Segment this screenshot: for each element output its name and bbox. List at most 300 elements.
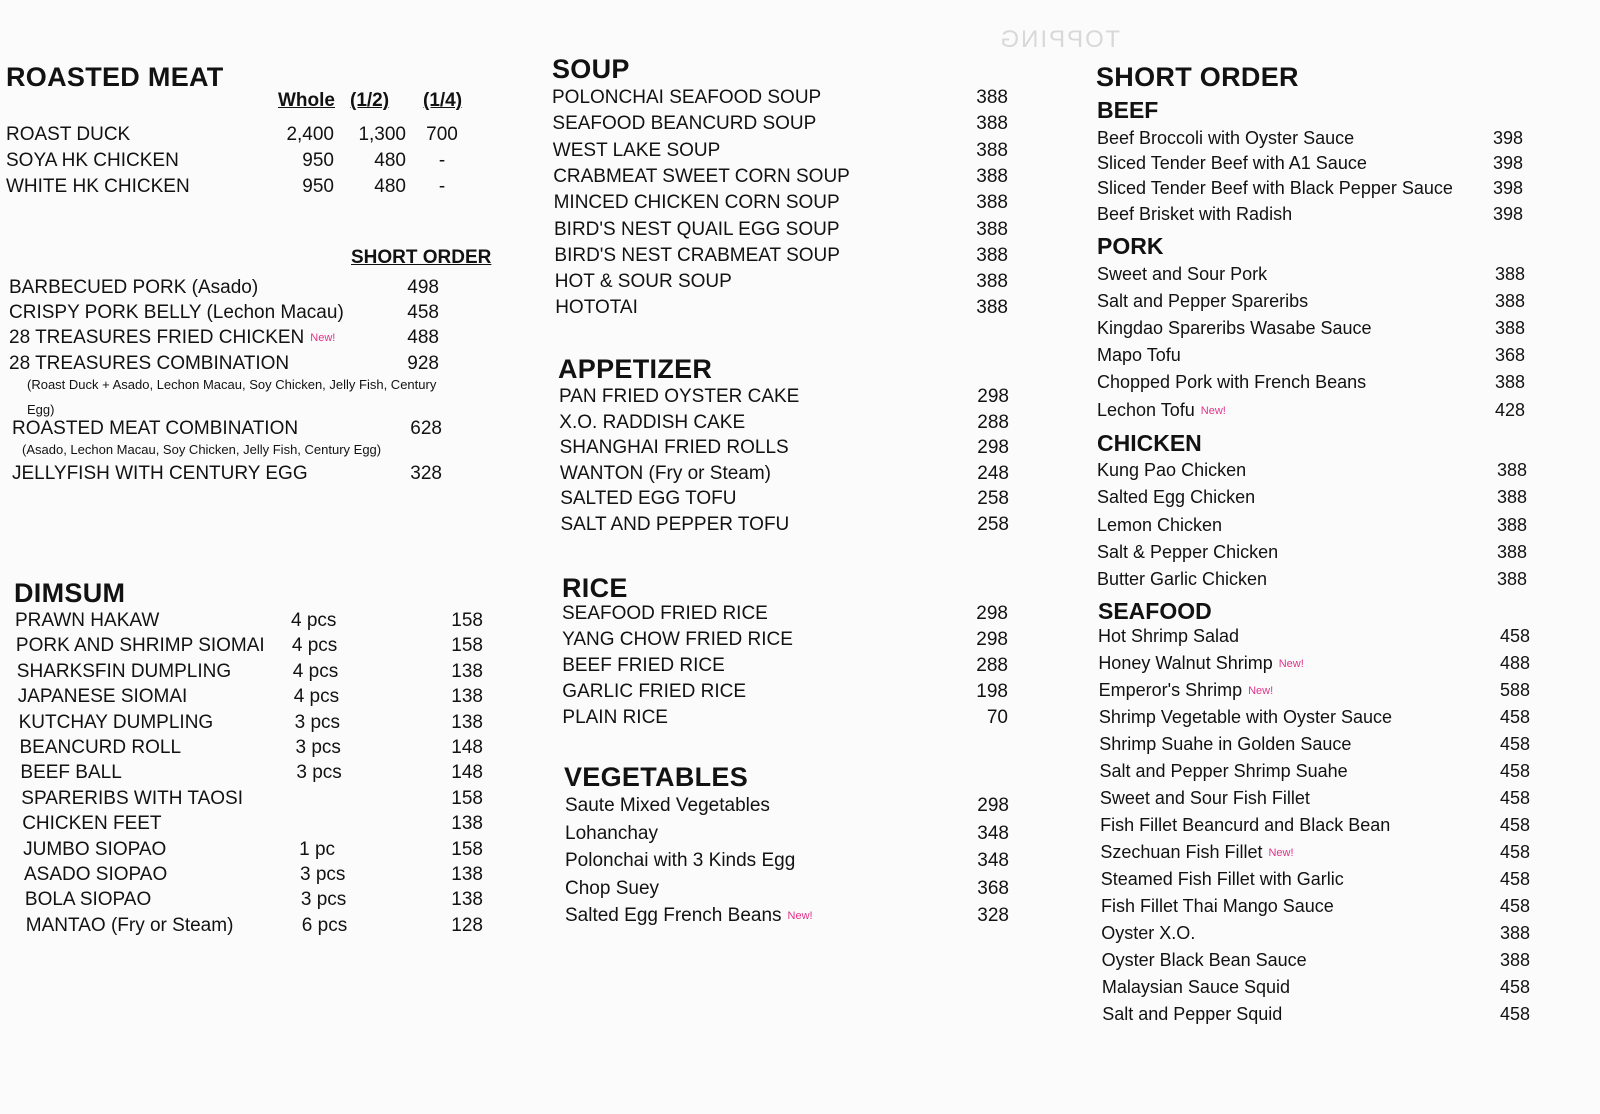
roasted-meat-row bbox=[6, 150, 486, 174]
item-name bbox=[1102, 1004, 1282, 1025]
item-name bbox=[12, 463, 308, 485]
item-price: 328 bbox=[977, 905, 1009, 926]
item-name bbox=[1097, 487, 1255, 508]
new-badge: New! bbox=[310, 331, 336, 344]
item-name-text: X.O. RADDISH CAKE bbox=[559, 411, 746, 433]
item-name-text: Salted Egg Chicken bbox=[1097, 487, 1256, 508]
item-name bbox=[554, 192, 840, 214]
item-price: 458 bbox=[1499, 1004, 1530, 1024]
vegetables-title: VEGETABLES bbox=[564, 762, 749, 792]
item-pieces: 4 pcs bbox=[293, 686, 340, 708]
item-price: 398 bbox=[1492, 128, 1523, 148]
item-name bbox=[1097, 318, 1372, 339]
price-whole: 2,400 bbox=[286, 124, 334, 145]
vegetable-row bbox=[565, 850, 1025, 874]
vegetable-row bbox=[565, 878, 1025, 902]
item-name bbox=[16, 635, 265, 657]
item-price: 398 bbox=[1492, 203, 1523, 224]
item-name bbox=[1100, 761, 1348, 782]
item-price: 928 bbox=[407, 353, 439, 374]
item-name-text: Salt and Pepper Shrimp Suahe bbox=[1099, 761, 1348, 781]
item-name-text: Oyster Black Bean Sauce bbox=[1101, 950, 1307, 970]
new-badge: New! bbox=[1248, 685, 1274, 698]
item-name-text: 28 TREASURES COMBINATION bbox=[9, 353, 290, 374]
item-price: 588 bbox=[1499, 680, 1530, 700]
header-quarter: (1/4) bbox=[423, 90, 463, 111]
item-name bbox=[9, 302, 344, 324]
item-name bbox=[559, 386, 799, 408]
item-price: 398 bbox=[1492, 153, 1523, 174]
item-name bbox=[1097, 178, 1453, 199]
item-name-text: Shrimp Suahe in Golden Sauce bbox=[1099, 734, 1352, 754]
seafood-row bbox=[1102, 977, 1542, 1001]
chicken-row bbox=[1097, 460, 1537, 484]
item-name: SOYA HK CHICKEN bbox=[6, 150, 179, 171]
item-price: 388 bbox=[1496, 487, 1527, 508]
rice-title: RICE bbox=[562, 573, 628, 603]
item-name bbox=[1097, 372, 1366, 393]
item-price: 258 bbox=[977, 488, 1009, 510]
item-name-text: Lohanchay bbox=[565, 822, 658, 844]
item-name-text: 28 TREASURES FRIED CHICKEN bbox=[9, 327, 305, 348]
item-price: 348 bbox=[977, 822, 1009, 844]
seafood-row bbox=[1102, 1004, 1542, 1028]
item-name-text: BEEF BALL bbox=[20, 762, 122, 784]
rice-row bbox=[562, 603, 1022, 627]
item-price: 458 bbox=[1499, 707, 1530, 727]
item-price: 388 bbox=[976, 139, 1008, 161]
item-name bbox=[1097, 515, 1222, 536]
item-name: WHITE HK CHICKEN bbox=[6, 176, 190, 197]
item-name bbox=[553, 166, 850, 188]
item-name-text: GARLIC FRIED RICE bbox=[562, 680, 746, 702]
item-name-text: Steamed Fish Fillet with Garlic bbox=[1100, 869, 1344, 889]
item-name bbox=[1102, 977, 1290, 998]
item-name-text: WEST LAKE SOUP bbox=[552, 139, 721, 161]
item-name bbox=[1100, 788, 1310, 809]
item-name bbox=[560, 437, 789, 459]
combo-note-2: (Asado, Lechon Macau, Soy Chicken, Jelly Fish, Century Egg) bbox=[22, 442, 382, 457]
item-price: 628 bbox=[410, 418, 442, 439]
item-name bbox=[25, 889, 151, 911]
item-name bbox=[12, 418, 298, 440]
item-price: 458 bbox=[1499, 788, 1530, 808]
item-name bbox=[555, 297, 638, 319]
item-name-text: JAPANESE SIOMAI bbox=[17, 686, 188, 708]
item-price: 388 bbox=[1496, 514, 1527, 535]
soup-row bbox=[552, 87, 1012, 111]
item-name bbox=[554, 245, 840, 267]
seafood-row bbox=[1101, 869, 1541, 893]
item-name-text: Shrimp Vegetable with Oyster Sauce bbox=[1098, 707, 1393, 727]
dimsum-row bbox=[20, 737, 490, 761]
item-pieces: 6 pcs bbox=[301, 914, 348, 936]
short-order-row bbox=[9, 327, 479, 351]
dimsum-row bbox=[26, 915, 496, 939]
item-name bbox=[565, 905, 813, 927]
item-price: 388 bbox=[976, 165, 1008, 187]
item-name-text: HOT & SOUR SOUP bbox=[554, 271, 732, 293]
seafood-row bbox=[1100, 761, 1540, 785]
seafood-row bbox=[1100, 842, 1540, 866]
item-name-text: SALT AND PEPPER TOFU bbox=[560, 514, 790, 535]
new-badge: New! bbox=[1268, 847, 1294, 860]
dimsum-row bbox=[24, 864, 494, 888]
item-name bbox=[9, 277, 258, 299]
item-name bbox=[20, 762, 121, 784]
item-name bbox=[1098, 653, 1303, 674]
appetizer-row bbox=[561, 514, 1021, 538]
chicken-row bbox=[1097, 515, 1537, 539]
item-pieces: 3 pcs bbox=[296, 762, 342, 784]
price-quarter: - bbox=[438, 176, 446, 197]
beef-row bbox=[1097, 128, 1537, 152]
soup-row bbox=[555, 271, 1015, 295]
item-name bbox=[554, 219, 840, 241]
item-name bbox=[562, 603, 768, 625]
item-name bbox=[1097, 542, 1278, 563]
item-name bbox=[560, 488, 736, 510]
item-price: 458 bbox=[1499, 869, 1530, 889]
item-price: 458 bbox=[1499, 815, 1530, 835]
appetizer-title: APPETIZER bbox=[558, 354, 713, 384]
item-price: 388 bbox=[1494, 264, 1525, 284]
item-name-text: Oyster X.O. bbox=[1101, 923, 1196, 943]
item-name bbox=[1101, 869, 1344, 890]
dimsum-row bbox=[22, 813, 492, 837]
item-pieces: 3 pcs bbox=[300, 889, 347, 911]
price-half: 480 bbox=[374, 176, 406, 197]
item-price: 388 bbox=[976, 297, 1008, 319]
item-price: 458 bbox=[1499, 977, 1530, 997]
item-name bbox=[1097, 153, 1367, 174]
vegetable-row bbox=[565, 795, 1025, 819]
item-name-text: PRAWN HAKAW bbox=[15, 610, 160, 631]
item-name bbox=[1100, 815, 1390, 836]
item-price: 498 bbox=[407, 277, 439, 298]
item-name-text: BARBECUED PORK (Asado) bbox=[9, 277, 259, 298]
item-name bbox=[23, 839, 166, 861]
item-name bbox=[560, 463, 771, 485]
rice-row bbox=[562, 629, 1022, 653]
beef-row bbox=[1097, 204, 1537, 228]
item-name-text: Fish Fillet Beancurd and Black Bean bbox=[1100, 815, 1391, 835]
short-order-row bbox=[9, 277, 479, 301]
short-order-row bbox=[9, 353, 479, 377]
item-name-text: Lechon Tofu bbox=[1097, 399, 1195, 420]
item-name-text: CRABMEAT SWEET CORN SOUP bbox=[553, 165, 850, 187]
item-name bbox=[1100, 842, 1293, 863]
item-pieces: 4 pcs bbox=[292, 660, 339, 682]
item-name-text: Sweet and Sour Fish Fillet bbox=[1099, 788, 1310, 808]
seafood-row bbox=[1099, 707, 1539, 731]
item-name-text: Chopped Pork with French Beans bbox=[1097, 372, 1367, 393]
item-name-text: PAN FRIED OYSTER CAKE bbox=[559, 386, 800, 407]
item-price: 428 bbox=[1494, 399, 1525, 420]
item-name bbox=[555, 271, 732, 293]
pork-row bbox=[1097, 264, 1537, 288]
item-name-text: BIRD'S NEST CRABMEAT SOUP bbox=[554, 244, 840, 266]
price-half: 1,300 bbox=[358, 124, 406, 145]
item-price: 158 bbox=[451, 838, 483, 860]
item-name-text: Fish Fillet Thai Mango Sauce bbox=[1101, 896, 1334, 916]
item-name bbox=[562, 707, 668, 729]
rice-row bbox=[562, 707, 1022, 731]
item-name-text: Mapo Tofu bbox=[1097, 345, 1181, 366]
item-price: 388 bbox=[1496, 569, 1527, 590]
item-name bbox=[19, 712, 214, 734]
item-price: 288 bbox=[977, 411, 1009, 433]
item-name-text: Butter Garlic Chicken bbox=[1097, 569, 1268, 590]
item-name-text: SHARKSFIN DUMPLING bbox=[16, 660, 232, 682]
chicken-row bbox=[1097, 542, 1537, 566]
item-name-text: ROASTED MEAT COMBINATION bbox=[12, 418, 299, 439]
item-pieces: 3 pcs bbox=[295, 737, 341, 758]
dimsum-row bbox=[23, 839, 493, 863]
item-name bbox=[21, 788, 243, 810]
item-name-text: SALTED EGG TOFU bbox=[560, 488, 737, 510]
seafood-row bbox=[1098, 653, 1538, 677]
seafood-row bbox=[1100, 788, 1540, 812]
pork-row bbox=[1097, 318, 1537, 342]
item-price: 388 bbox=[1496, 541, 1527, 562]
item-pieces: 3 pcs bbox=[300, 864, 346, 885]
item-price: 348 bbox=[977, 850, 1009, 871]
item-price: 388 bbox=[1494, 291, 1525, 312]
item-name bbox=[552, 113, 816, 135]
price-quarter: 700 bbox=[426, 124, 458, 145]
item-price: 388 bbox=[1499, 950, 1530, 970]
roasted-meat-row bbox=[6, 176, 486, 200]
chicken-row bbox=[1097, 569, 1537, 593]
item-name bbox=[18, 686, 188, 708]
item-name bbox=[1097, 460, 1246, 481]
dimsum-row bbox=[19, 712, 489, 736]
item-name bbox=[9, 353, 289, 375]
item-name bbox=[1097, 291, 1308, 312]
item-price: 158 bbox=[451, 787, 483, 809]
item-name bbox=[1097, 569, 1267, 590]
item-name bbox=[1099, 680, 1274, 701]
seafood-row bbox=[1101, 923, 1541, 947]
item-name bbox=[552, 87, 821, 109]
soup-row bbox=[555, 297, 1015, 321]
dimsum-row bbox=[21, 788, 491, 812]
item-price: 288 bbox=[976, 654, 1008, 676]
beef-row bbox=[1097, 178, 1537, 202]
combo-note-1-cont: Egg) bbox=[27, 402, 55, 417]
item-name bbox=[565, 850, 795, 872]
pork-row bbox=[1097, 345, 1537, 369]
item-name-text: HOTOTAI bbox=[555, 297, 638, 319]
item-name-text: Kingdao Spareribs Wasabe Sauce bbox=[1097, 318, 1372, 339]
soup-title: SOUP bbox=[552, 54, 630, 84]
roasted-meat-row bbox=[6, 124, 486, 148]
item-name-text: Salt and Pepper Squid bbox=[1102, 1004, 1283, 1024]
dimsum-row bbox=[18, 686, 488, 710]
item-name-text: SPARERIBS WITH TAOSI bbox=[21, 787, 243, 809]
vegetable-row bbox=[565, 823, 1025, 847]
pork-row bbox=[1097, 372, 1537, 396]
new-badge: New! bbox=[1278, 658, 1304, 671]
item-name-text: JUMBO SIOPAO bbox=[23, 838, 167, 860]
item-name bbox=[9, 327, 335, 349]
item-name-text: Salt and Pepper Spareribs bbox=[1097, 291, 1309, 312]
item-price: 458 bbox=[1499, 761, 1530, 781]
beef-title: BEEF bbox=[1097, 97, 1159, 123]
header-whole: Whole bbox=[278, 90, 335, 111]
item-price: 138 bbox=[451, 711, 483, 733]
item-name-text: BEEF FRIED RICE bbox=[562, 654, 725, 676]
item-price: 128 bbox=[451, 914, 483, 936]
item-name-text: BOLA SIOPAO bbox=[24, 889, 152, 911]
item-name-text: BIRD'S NEST QUAIL EGG SOUP bbox=[554, 218, 840, 240]
item-price: 298 bbox=[977, 795, 1009, 816]
item-name bbox=[1098, 626, 1239, 647]
item-price: 148 bbox=[451, 737, 483, 758]
item-name-text: Polonchai with 3 Kinds Egg bbox=[565, 850, 796, 871]
item-name-text: MANTAO (Fry or Steam) bbox=[25, 914, 234, 936]
item-price: 138 bbox=[451, 660, 483, 682]
item-price: 458 bbox=[407, 302, 439, 323]
item-name-text: BEANCURD ROLL bbox=[19, 737, 182, 758]
item-name-text: Hot Shrimp Salad bbox=[1098, 626, 1240, 646]
seafood-row bbox=[1099, 680, 1539, 704]
item-name bbox=[1101, 923, 1195, 944]
item-name-text: CHICKEN FEET bbox=[22, 813, 162, 835]
item-name-text: MINCED CHICKEN CORN SOUP bbox=[553, 192, 840, 214]
dimsum-row bbox=[25, 889, 495, 913]
item-price: 488 bbox=[1499, 653, 1530, 673]
seafood-row bbox=[1100, 815, 1540, 839]
price-whole: 950 bbox=[302, 150, 334, 171]
item-name bbox=[553, 140, 721, 162]
item-name bbox=[1099, 707, 1392, 728]
item-price: 388 bbox=[976, 218, 1008, 240]
item-price: 148 bbox=[451, 762, 483, 784]
item-name-text: Szechuan Fish Fillet bbox=[1100, 842, 1263, 862]
item-name-text: KUTCHAY DUMPLING bbox=[18, 711, 214, 733]
pork-row bbox=[1097, 400, 1537, 424]
item-price: 388 bbox=[976, 113, 1008, 135]
item-price: 458 bbox=[1499, 842, 1530, 862]
item-name-text: YANG CHOW FRIED RICE bbox=[562, 628, 793, 650]
item-name-text: JELLYFISH WITH CENTURY EGG bbox=[12, 463, 308, 484]
item-name-text: Honey Walnut Shrimp bbox=[1098, 653, 1273, 673]
pork-row bbox=[1097, 291, 1537, 315]
item-name-text: Saute Mixed Vegetables bbox=[565, 795, 770, 816]
item-price: 158 bbox=[451, 635, 483, 657]
appetizer-row bbox=[559, 412, 1019, 436]
item-pieces: 3 pcs bbox=[294, 711, 341, 733]
short-order-header: SHORT ORDER bbox=[351, 247, 492, 268]
item-price: 138 bbox=[451, 686, 483, 708]
item-name bbox=[1099, 734, 1351, 755]
item-name: ROAST DUCK bbox=[6, 124, 131, 145]
item-price: 298 bbox=[977, 386, 1009, 407]
price-half: 480 bbox=[374, 150, 406, 171]
item-price: 368 bbox=[977, 877, 1009, 899]
rice-row bbox=[562, 655, 1022, 679]
item-name-text: PORK AND SHRIMP SIOMAI bbox=[15, 635, 265, 657]
item-price: 138 bbox=[451, 889, 483, 911]
item-name bbox=[1102, 950, 1307, 971]
item-price: 388 bbox=[976, 244, 1008, 266]
short-order-row bbox=[9, 302, 479, 326]
item-name-text: Malaysian Sauce Squid bbox=[1101, 977, 1291, 997]
short-order-row bbox=[12, 418, 482, 442]
item-price: 388 bbox=[1499, 923, 1530, 943]
item-name-text: Salt & Pepper Chicken bbox=[1097, 541, 1279, 562]
item-name-text: Sweet and Sour Pork bbox=[1097, 264, 1268, 284]
dimsum-row bbox=[17, 661, 487, 685]
dimsum-row bbox=[15, 610, 485, 634]
item-price: 328 bbox=[410, 463, 442, 484]
item-name-text: SEAFOOD BEANCURD SOUP bbox=[552, 113, 817, 135]
item-price: 158 bbox=[451, 610, 483, 631]
appetizer-row bbox=[560, 437, 1020, 461]
item-name-text: SHANGHAI FRIED ROLLS bbox=[559, 437, 789, 459]
item-name bbox=[15, 610, 159, 632]
combo-note-1: (Roast Duck + Asado, Lechon Macau, Soy Chicken, Jelly Fish, Century bbox=[27, 377, 437, 392]
item-name bbox=[26, 915, 234, 937]
item-name-text: Sliced Tender Beef with A1 Sauce bbox=[1097, 153, 1367, 174]
dimsum-row bbox=[16, 635, 486, 659]
price-whole: 950 bbox=[302, 176, 334, 197]
new-badge: New! bbox=[1200, 404, 1226, 417]
item-price: 298 bbox=[976, 603, 1008, 624]
soup-row bbox=[553, 166, 1013, 190]
seafood-row bbox=[1101, 896, 1541, 920]
item-name bbox=[565, 823, 658, 845]
appetizer-row bbox=[560, 488, 1020, 512]
dimsum-row bbox=[20, 762, 490, 786]
item-name-text: Salted Egg French Beans bbox=[565, 905, 782, 926]
item-pieces: 4 pcs bbox=[291, 635, 338, 657]
item-name bbox=[562, 629, 793, 651]
vegetable-row bbox=[565, 905, 1025, 929]
item-name-text: WANTON (Fry or Steam) bbox=[559, 462, 772, 484]
item-name bbox=[562, 681, 746, 703]
item-name bbox=[562, 655, 725, 677]
item-price: 458 bbox=[1499, 734, 1530, 754]
item-price: 70 bbox=[986, 706, 1008, 728]
dimsum-title: DIMSUM bbox=[14, 578, 126, 608]
soup-row bbox=[554, 219, 1014, 243]
item-name bbox=[565, 878, 659, 900]
item-name-text: Chop Suey bbox=[565, 877, 660, 899]
item-name bbox=[1097, 204, 1292, 225]
pork-title: PORK bbox=[1097, 233, 1164, 259]
item-price: 388 bbox=[976, 192, 1008, 214]
item-name bbox=[561, 514, 790, 536]
item-price: 258 bbox=[977, 514, 1009, 535]
item-price: 248 bbox=[977, 462, 1009, 484]
item-name bbox=[1097, 400, 1226, 421]
item-price: 458 bbox=[1499, 896, 1530, 916]
seafood-row bbox=[1099, 734, 1539, 758]
soup-row bbox=[553, 140, 1013, 164]
rice-row bbox=[562, 681, 1022, 705]
item-price: 138 bbox=[451, 813, 483, 835]
item-name bbox=[24, 864, 167, 886]
seafood-title: SEAFOOD bbox=[1098, 598, 1212, 624]
appetizer-row bbox=[560, 463, 1020, 487]
item-name bbox=[1097, 264, 1267, 285]
item-name-text: ASADO SIOPAO bbox=[24, 864, 168, 885]
item-name-text: CRISPY PORK BELLY (Lechon Macau) bbox=[9, 302, 344, 323]
item-price: 198 bbox=[976, 680, 1008, 702]
